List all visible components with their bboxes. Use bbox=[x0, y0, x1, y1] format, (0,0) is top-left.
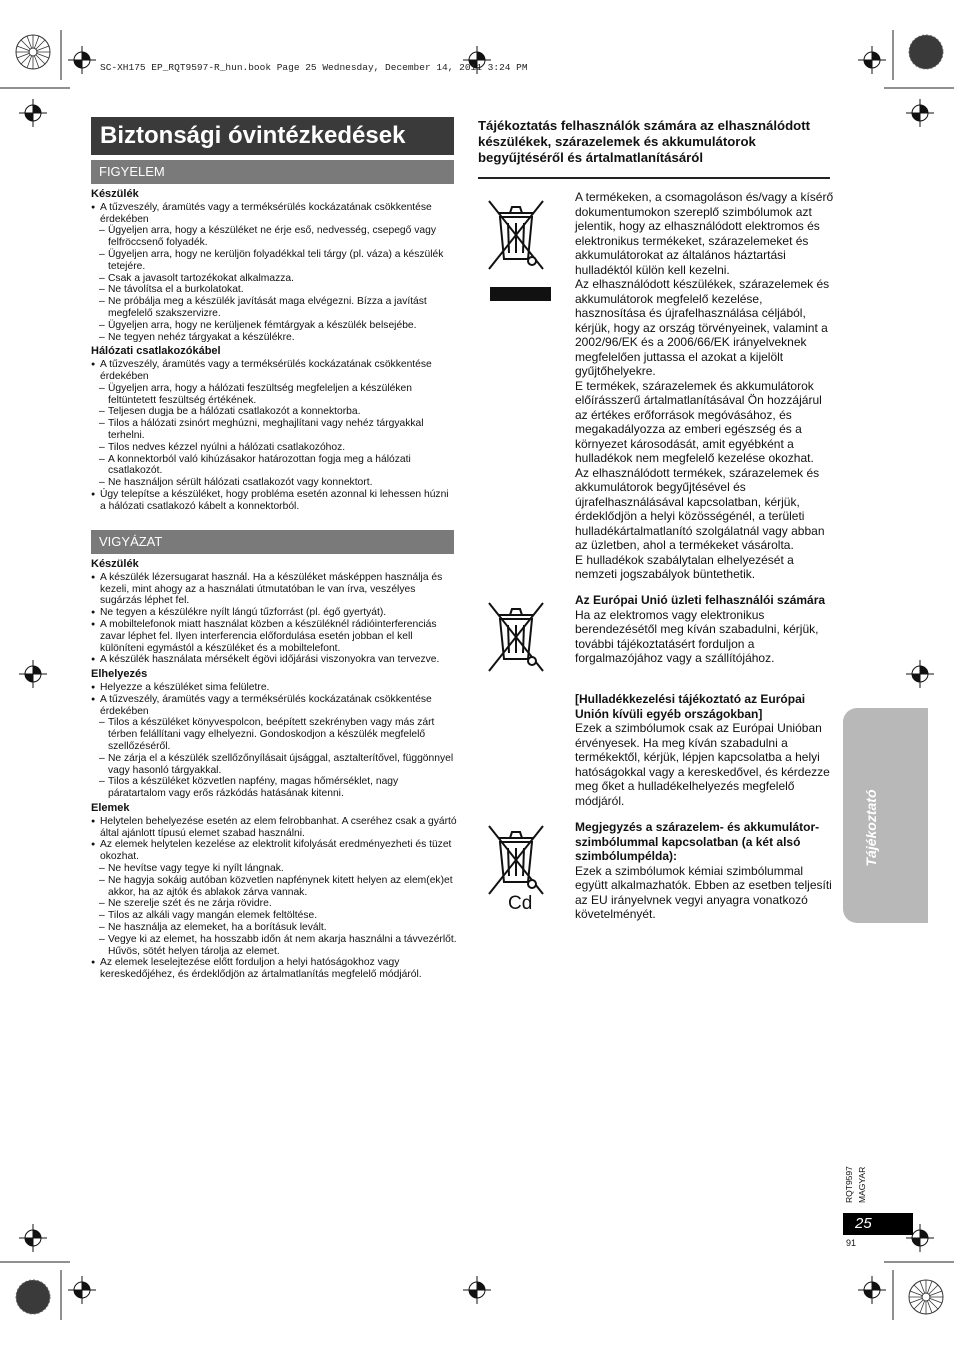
dash-item: – Teljesen dugja be a hálózati csatlakozót a konnektorba. bbox=[91, 406, 457, 418]
dash-item: – Ne próbálja meg a készülék javítását maga elvégezni. Bízza a javítást megfelelő szakszervizre. bbox=[91, 296, 457, 320]
non-eu-section bbox=[575, 692, 835, 808]
dash-item: – Tilos a hálózati zsinórt meghúzni, meghajlítani vagy nehéz tárgyakkal terhelni. bbox=[91, 418, 457, 442]
dash-item: – Ne zárja el a készülék szellőzőnyílásait újsággal, asztalterítővel, függönnyel vagy hasonló tárgyakkal. bbox=[91, 753, 457, 777]
crosshair bbox=[463, 1276, 491, 1304]
figyelem-section bbox=[91, 189, 457, 513]
subheading: Készülék bbox=[91, 558, 139, 570]
paragraph: E hulladékok szabálytalan elhelyezését a nemzeti jogszabályok büntethetik. bbox=[575, 552, 794, 581]
registration-disc bbox=[909, 35, 943, 69]
dash-item: – Ne távolítsa el a burkolatokat. bbox=[91, 284, 457, 296]
dash-item: – Ügyeljen arra, hogy a hálózati feszültség megfeleljen a készüléken feltüntetett feszültség értékének. bbox=[91, 383, 457, 407]
dash-item: – Tilos nedves kézzel nyúlni a hálózati csatlakozóhoz. bbox=[91, 442, 457, 454]
dash-item: – Tilos a készüléket közvetlen napfény, magas hőmérséklet, nagy páratartalom vagy erős rázkódás hatásának kitenni. bbox=[91, 776, 457, 800]
dash-item: – Ne használja az elemeket, ha a borításuk levált. bbox=[91, 922, 457, 934]
bullet-item: ● A tűzveszély, áramütés vagy a terméksérülés kockázatának csökkentése érdekében bbox=[91, 359, 457, 383]
dash-item: – Ne használjon sérült hálózati csatlakozót vagy konnektort. bbox=[91, 477, 457, 489]
bullet-item: ● A tűzveszély, áramütés vagy a terméksérülés kockázatának csökkentése érdekében bbox=[91, 694, 457, 718]
dash-item: – A konnektorból való kihúzásakor határozottan fogja meg a hálózati csatlakozót. bbox=[91, 454, 457, 478]
side-tab-label: Tájékoztató bbox=[863, 789, 879, 867]
crosshair bbox=[68, 46, 96, 74]
eu-heading: Az Európai Unió üzleti felhasználói számára bbox=[575, 593, 826, 607]
dash-item: – Vegye ki az elemet, ha hosszabb időn át nem akarja használni a távvezérlőt. Hűvös, sötét helyen tárolja az elemet. bbox=[91, 934, 457, 958]
registration-disc bbox=[16, 1280, 50, 1314]
crosshair bbox=[858, 46, 886, 74]
side-tab bbox=[843, 708, 928, 923]
vigyazat-section bbox=[91, 559, 457, 981]
page-sub-number: 91 bbox=[846, 1238, 857, 1248]
subheading: Készülék bbox=[91, 188, 139, 200]
crosshair bbox=[19, 1224, 47, 1252]
subheading: Elhelyezés bbox=[91, 668, 148, 681]
disposal-heading: Tájékoztatás felhasználók számára az elhasználódott készülékek, szárazelemek és akkumulátorok begyűjtéséről és ártalmatlanításáról bbox=[478, 118, 810, 165]
crossed-bin-icon bbox=[486, 597, 546, 675]
doc-code: RQT9597 bbox=[844, 1166, 854, 1203]
page-title: Biztonsági óvintézkedések bbox=[91, 117, 454, 155]
dash-item: – Ügyeljen arra, hogy a készüléket ne érje eső, nedvesség, csepegő vagy felfröccsenő folyadék. bbox=[91, 225, 457, 249]
paragraph: E termékek, szárazelemek és akkumulátorok előírásszerű ártalmatlanításával Ön hozzájárul az értékes erőforrások megóvásához, és megakadályozza az emberi egészség és a környezet károsodását, amit egyébként a hulladékok nem megfelelő kezelése okozhat. bbox=[575, 378, 822, 465]
registration-sunburst bbox=[16, 35, 50, 69]
crosshair bbox=[19, 660, 47, 688]
dash-item: – Ne szerelje szét és ne zárja rövidre. bbox=[91, 898, 457, 910]
dash-item: – Tilos az alkáli vagy mangán elemek feltöltése. bbox=[91, 910, 457, 922]
bin-underline-bar bbox=[490, 287, 551, 301]
crosshair bbox=[906, 99, 934, 127]
dash-item: – Ne tegyen nehéz tárgyakat a készülékre. bbox=[91, 332, 457, 344]
crosshair bbox=[19, 99, 47, 127]
paragraph: Az elhasználódott termékek, szárazelemek és akkumulátorok begyűjtésével és újrafelhasználásával kapcsolatban, kérjük, érdeklődjön a helyi közösségénél, a területi hulladékártalmatlanító szolgálatnál vagy abban az üzletben, ahol a termékeket vásárolta. bbox=[575, 465, 825, 552]
non-eu-heading: [Hulladékkezelési tájékoztató az Európai Unión kívüli egyéb országokban] bbox=[575, 692, 806, 721]
bullet-item: ● A készülék lézersugarat használ. Ha a készüléket másképpen használja és kezeli, mint ahogy az a használati útmutatóban le van írva, veszélyes sugárzás léphet fel. bbox=[91, 572, 457, 607]
dash-item: – Csak a javasolt tartozékokat alkalmazza. bbox=[91, 273, 457, 285]
dash-item: – Ne hevítse vagy tegye ki nyílt lángnak. bbox=[91, 863, 457, 875]
bullet-item: ● Ne tegyen a készülékre nyílt lángú tűzforrást (pl. égő gyertyát). bbox=[91, 607, 457, 619]
file-header: SC-XH175 EP_RQT9597-R_hun.book Page 25 Wednesday, December 14, 2011 3:24 PM bbox=[100, 62, 528, 73]
disposal-text bbox=[575, 190, 835, 582]
crosshair bbox=[906, 660, 934, 688]
cd-label: Cd bbox=[508, 893, 533, 914]
dash-item: – Ügyeljen arra, hogy ne kerüljön folyadékkal teli tárgy (pl. váza) a készülék tetejére. bbox=[91, 249, 457, 273]
bullet-item: ● A tűzveszély, áramütés vagy a terméksérülés kockázatának csökkentése érdekében bbox=[91, 202, 457, 226]
bullet-item: ● A mobiltelefonok miatt használat közben a készüléknél rádióinterferenciás zavar léphet fel. Ilyen interferencia előfordulása esetén jobban el kell különíteni egymástól a készüléket és a mobiltelefont. bbox=[91, 619, 457, 654]
bullet-item: ● A készülék használata mérsékelt égövi időjárási viszonyokra van tervezve. bbox=[91, 654, 457, 666]
crosshair bbox=[858, 1276, 886, 1304]
heading-rule bbox=[478, 177, 830, 179]
dash-item: – Ne hagyja sokáig autóban közvetlen napfénynek kitett helyen az elem(ek)et akkor, ha az ajtók és ablakok zárva vannak. bbox=[91, 875, 457, 899]
eu-business-section bbox=[575, 593, 835, 666]
crossed-bin-cd-icon bbox=[486, 820, 546, 898]
battery-text: Ezek a szimbólumok kémiai szimbólummal együtt alkalmazhatók. Ebben az esetben teljesíti az EU irányelvnek vegyi anyagra vonatkozó követelményét. bbox=[575, 863, 832, 921]
dash-item: – Tilos a készüléket könyvespolcon, beépített szekrényben vagy más zárt térben felállítani vagy elhelyezni. Gondoskodjon a készülék megfelelő szellőzéséről. bbox=[91, 717, 457, 752]
figyelem-heading: FIGYELEM bbox=[91, 160, 454, 184]
crossed-bin-icon bbox=[486, 195, 546, 275]
bullet-item: ● Úgy telepítse a készüléket, hogy probléma esetén azonnal ki lehessen húzni a hálózati csatlakozó kábelt a konnektorból. bbox=[91, 489, 457, 513]
vigyazat-heading: VIGYÁZAT bbox=[91, 530, 454, 554]
paragraph: Az elhasználódott készülékek, szárazelemek és akkumulátorok megfelelő kezelése, hasznosítása és újrafelhasználása céljából, kérjük, hogy az ország törvényeinek, valamint a 2002/96/EK és a 2006/66/EK irányelveknek megfelelően juttassa el azokat a kijelölt gyűjtőhelyekre. bbox=[575, 277, 830, 378]
page-number: 25 bbox=[843, 1213, 913, 1235]
battery-section bbox=[575, 820, 835, 922]
crosshair bbox=[68, 1276, 96, 1304]
dash-item: – Ügyeljen arra, hogy ne kerüljenek fémtárgyak a készülék belsejébe. bbox=[91, 320, 457, 332]
non-eu-text: Ezek a szimbólumok csak az Európai Unióban érvényesek. Ha meg kíván szabadulni a termékektől, kérjük, lépjen kapcsolatba a helyi hatóságokkal vagy a kereskedővel, és kérdezze meg őket a hulladékelhelyezés megfelelő módjáról. bbox=[575, 721, 830, 808]
bullet-item: ● Az elemek helytelen kezelése az elektrolit kifolyását eredményezheti és tüzet okozhat. bbox=[91, 839, 457, 863]
bullet-item: ● Helyezze a készüléket sima felületre. bbox=[91, 682, 457, 694]
battery-heading: Megjegyzés a szárazelem- és akkumulátor-szimbólummal kapcsolatban (a két alsó szimbólumpélda): bbox=[575, 820, 820, 863]
subheading: Hálózati csatlakozókábel bbox=[91, 345, 221, 358]
language-label: MAGYAR bbox=[857, 1166, 867, 1203]
registration-sunburst bbox=[909, 1280, 943, 1314]
bullet-item: ● Helytelen behelyezése esetén az elem felrobbanhat. A cseréhez csak a gyártó által ajánlott típusú elemet szabad használni. bbox=[91, 816, 457, 840]
subheading: Elemek bbox=[91, 801, 130, 814]
bullet-item: ● Az elemek leselejtezése előtt forduljon a helyi hatóságokhoz vagy kereskedőjéhez, és érdeklődjön az ártalmatlanítás megfelelő módjáról. bbox=[91, 957, 457, 981]
paragraph: A termékeken, a csomagoláson és/vagy a kísérő dokumentumokon szereplő szimbólumok azt jelentik, hogy az elhasználódott elektromos és elektronikus termékeket, szárazelemeket és akkumulátorokat az általános háztartási hulladéktól külön kell kezelni. bbox=[575, 190, 834, 277]
eu-text: Ha az elektromos vagy elektronikus berendezésétől meg kíván szabadulni, kérjük, további tájékoztatásért forduljon a forgalmazójához vagy a szállítójához. bbox=[575, 607, 819, 665]
